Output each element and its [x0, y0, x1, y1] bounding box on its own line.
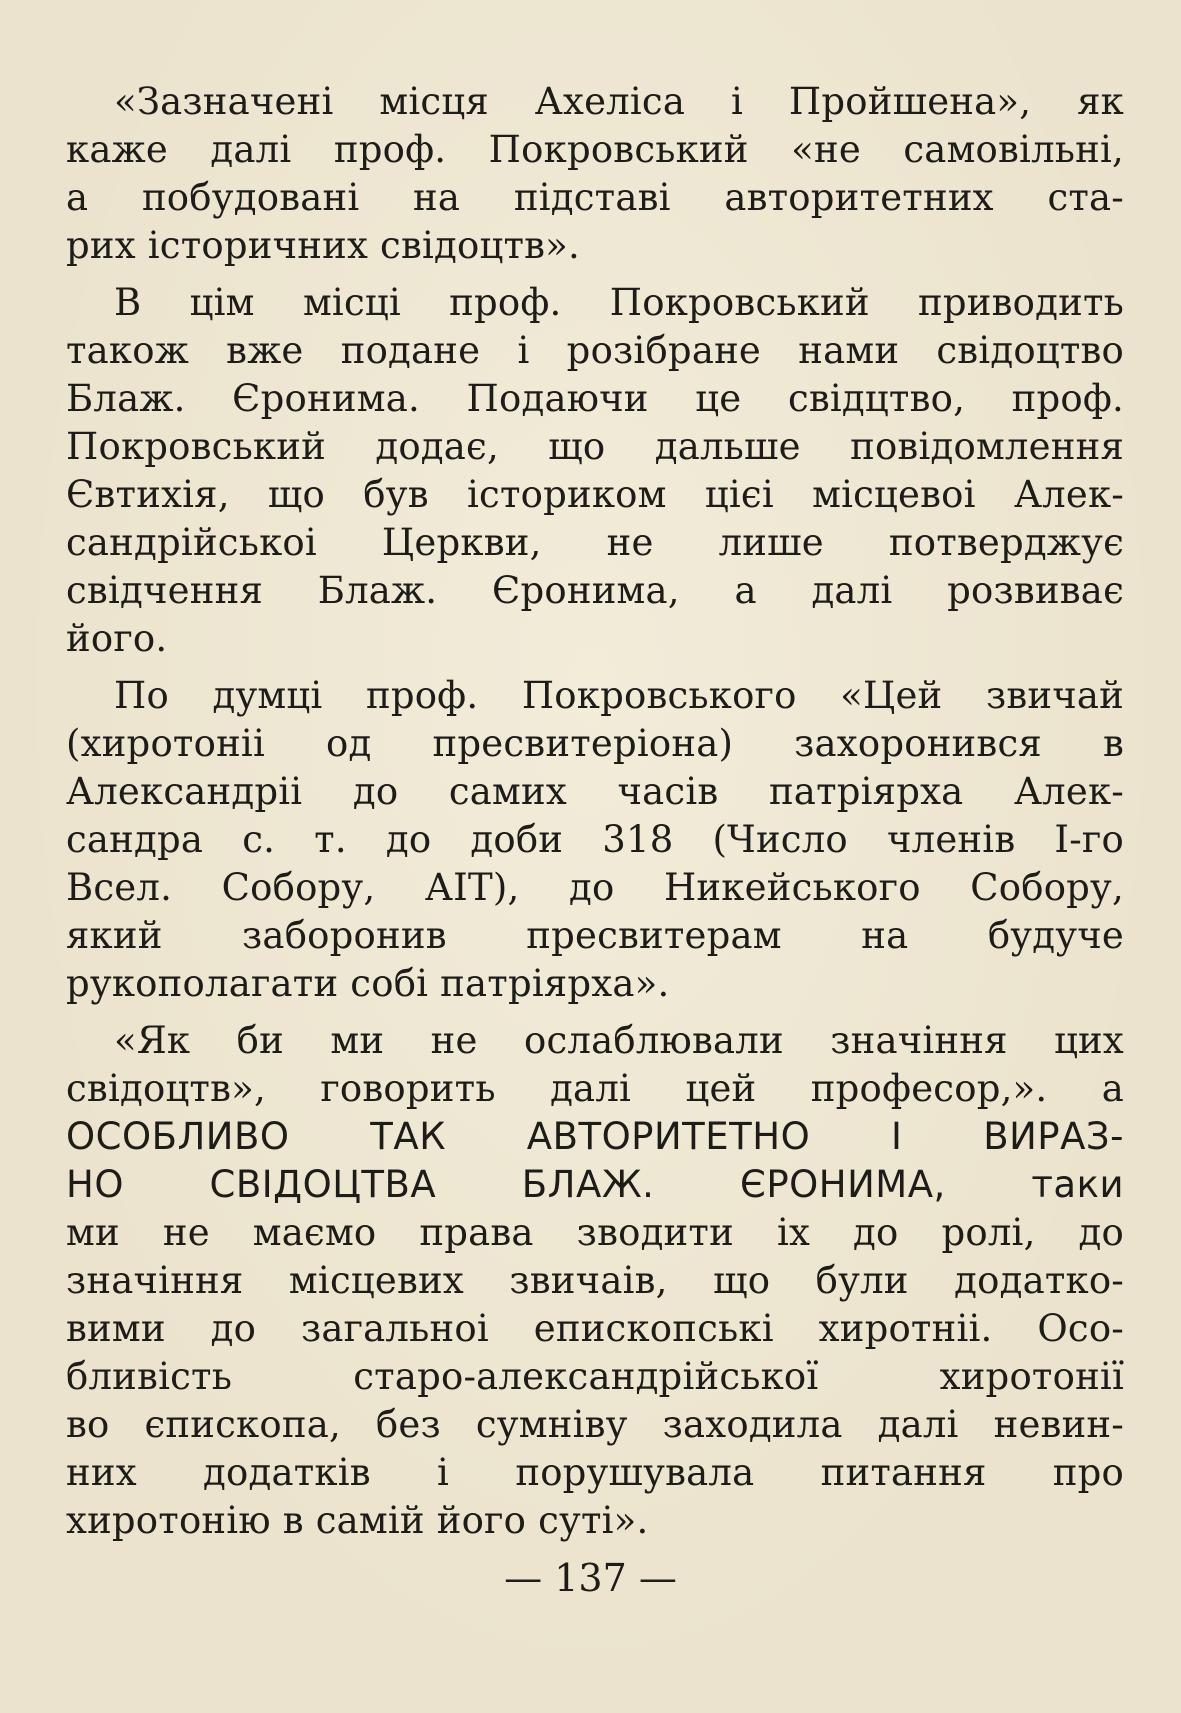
- text-line: (хиротоніі од пресвитеріона) захоронився в: [66, 722, 1124, 765]
- text-line: Покровський додає, що дальше повідомлення: [66, 425, 1124, 468]
- text-line: них додатків і порушувала питання про: [66, 1451, 1124, 1494]
- text-line: ОСОБЛИВО ТАК АВТОРИТЕТНО І ВИРАЗ-: [66, 1115, 1124, 1158]
- text-line: сандрійськоі Церкви, не лише потверджує: [66, 521, 1124, 564]
- text-line: а побудовані на підставі авторитетних ста-: [66, 176, 1124, 219]
- text-line: Блаж. Єронима. Подаючи це свідцтво, проф.: [66, 377, 1124, 420]
- text-line: бливість старо-александрійської хиротонії: [66, 1355, 1124, 1398]
- page-number: — 137 —: [504, 1556, 677, 1600]
- text-line: «Зазначені місця Ахеліса і Пройшена», як: [114, 80, 1124, 123]
- text-line: хиротонію в самій його суті».: [66, 1499, 649, 1542]
- text-line: Євтихія, що був істориком цієі місцевоі Алек-: [66, 473, 1124, 516]
- text-line: рих історичних свідоцтв».: [66, 224, 580, 267]
- text-line: також вже подане і розібране нами свідоцтво: [66, 329, 1124, 372]
- text-line: НО СВІДОЦТВА БЛАЖ. ЄРОНИМА, таки: [66, 1163, 1124, 1206]
- text-line: Александріі до самих часів патріярха Алек-: [66, 770, 1124, 813]
- text-line: В цім місці проф. Покровський приводить: [114, 281, 1124, 324]
- paragraph-4: [66, 1017, 1124, 1545]
- text-line: свідчення Блаж. Єронима, а далі розвиває: [66, 569, 1124, 612]
- text-line: вими до загальноі епископські хиротніі. Осо-: [66, 1307, 1124, 1350]
- text-line: який заборонив пресвитерам на будуче: [66, 914, 1124, 957]
- text-line: значіння місцевих звичаів, що були додатко-: [66, 1259, 1124, 1302]
- paragraph-1: [66, 78, 1124, 270]
- body-text: [66, 78, 1124, 1545]
- text-line: його.: [66, 617, 168, 660]
- text-line: ми не маємо права зводити іх до ролі, до: [66, 1211, 1124, 1254]
- text-line: рукополагати собі патріярха».: [66, 962, 670, 1005]
- text-line: По думці проф. Покровського «Цей звичай: [114, 674, 1124, 717]
- text-line: во єпископа, без сумніву заходила далі невин-: [66, 1403, 1124, 1446]
- text-line: свідоцтв», говорить далі цей професор,». а: [66, 1067, 1124, 1110]
- paragraph-2: [66, 279, 1124, 663]
- text-line: каже далі проф. Покровський «не самовільні,: [66, 128, 1124, 171]
- text-line: сандра с. т. до доби 318 (Число членів І-го: [66, 818, 1124, 861]
- paragraph-3: [66, 672, 1124, 1008]
- text-line: Всел. Собору, АІТ), до Никейського Собору,: [66, 866, 1124, 909]
- text-line: «Як би ми не ослаблювали значіння цих: [114, 1019, 1124, 1062]
